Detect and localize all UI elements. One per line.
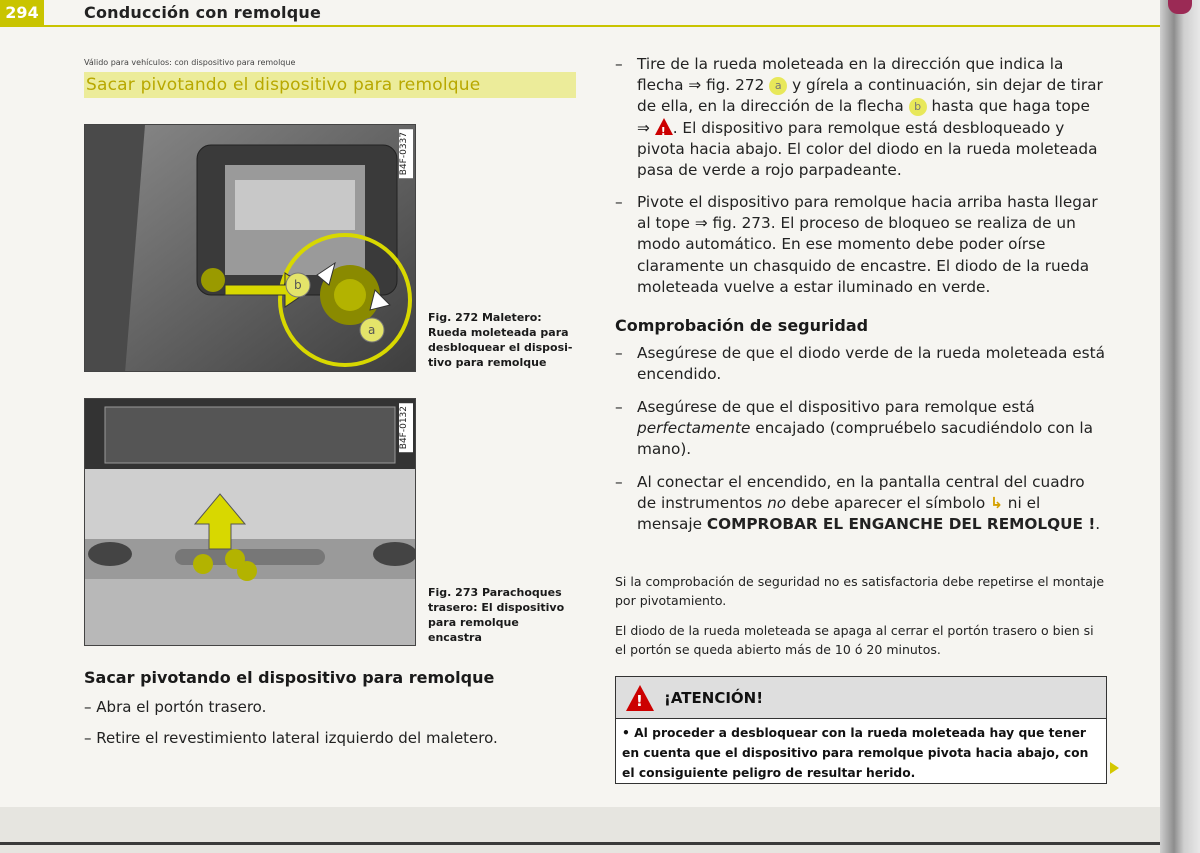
check-3-part-1: Al conectar el encendido, en la pantalla central del cuadro de instrumentos (637, 473, 1085, 513)
check-2: – Asegúrese de que el dispositivo para remolque está perfectamente encajado (compruébelo sacudiéndolo con la mano). (615, 398, 1094, 459)
footer-rule (0, 842, 1160, 845)
callout-b-icon: b (909, 98, 927, 116)
check-1: – Asegúrese de que el diodo verde de la rueda moleteada está encendido. (615, 343, 1105, 385)
check-3: – Al conectar el encendido, en la pantalla central del cuadro de instrumentos no debe aparecer el símbolo ↳ ni el mensaje COMPROBAR EL ENGANCHE DEL REMOLQUE !. (615, 473, 1101, 534)
figure-272-image (84, 124, 416, 372)
figure-273-caption: Fig. 273 Parachoques trasero: El dispositivo para remolque encastra (428, 586, 565, 644)
step-3-part-1: Tire de la rueda moleteada en la dirección que indica la flecha ⇒ fig. 272 (637, 55, 1064, 95)
step-4: – Pivote el dispositivo para remolque hacia arriba hasta llegar al tope ⇒ fig. 273. El proceso de bloqueo se realiza de un modo automático. En ese momento debe poder oírse claramente un chasquido de encastre. El diodo de la rueda moleteada vuelve a estar iluminado en verde. (615, 192, 1105, 298)
check-2-part-1: Asegúrese de que el dispositivo para remolque está (637, 398, 1035, 416)
section-title: Sacar pivotando el dispositivo para remolque (84, 72, 576, 98)
paragraph-2: El diodo de la rueda moleteada se apaga al cerrar el portón trasero o bien si el portón se queda abierto más de 10 ó 20 minutos. (615, 623, 1094, 657)
trailer-hitch-icon: ↳ (990, 494, 1003, 513)
warning-box (615, 676, 1107, 784)
running-title: Conducción con remolque (84, 3, 321, 22)
check-3-part-4: . (1095, 515, 1101, 534)
step-3: – Tire de la rueda moleteada en la dirección que indica la flecha ⇒ fig. 272 a y gírela a continuación, sin dejar de tirar de ella, en la dirección de la flecha b hasta que haga tope ⇒ !. El dispositivo para remolque está desbloqueado y pivota hacia abajo. El color del diodo en la rueda moleteada pasa de verde a rojo parpadeante. (615, 54, 1105, 181)
page-edge (1160, 0, 1200, 853)
warning-title: ¡ATENCIÓN! (664, 688, 764, 707)
header-rule (0, 25, 1160, 27)
bookmark-tab (1168, 0, 1192, 14)
trunk-illustration (85, 125, 416, 372)
figure-272-caption: Fig. 272 Maletero: Rueda moleteada para desbloquear el disposi-tivo para remolque (428, 311, 573, 369)
check-3-part-3: ni el mensaje (637, 494, 1041, 534)
subtitle: Sacar pivotando el dispositivo para remolque (84, 668, 495, 687)
validity-note: Válido para vehículos: con dispositivo para remolque (84, 58, 296, 67)
paragraph-1: Si la comprobación de seguridad no es satisfactoria debe repetirse el montaje por pivotamiento. (615, 574, 1105, 608)
check-1-text: Asegúrese de que el diodo verde de la rueda moleteada está encendido. (637, 344, 1105, 384)
figure-code: B4F-0337 (399, 129, 413, 178)
step-2: – Retire el revestimiento lateral izquierdo del maletero. (84, 729, 498, 747)
svg-text:a: a (368, 323, 376, 337)
step-2-text: Retire el revestimiento lateral izquierdo del maletero. (96, 729, 498, 747)
callout-a-icon: a (769, 77, 787, 95)
safety-check-title: Comprobación de seguridad (615, 316, 869, 335)
check-2-italic: perfectamente (637, 419, 751, 438)
svg-text:b: b (294, 278, 302, 292)
check-3-part-2: debe aparecer el símbolo (786, 494, 991, 513)
check-3-message: COMPROBAR EL ENGANCHE DEL REMOLQUE ! (706, 515, 1096, 534)
step-1-text: Abra el portón trasero. (96, 698, 267, 716)
footer-band (0, 807, 1160, 853)
figure-code: B4F-0132 (399, 403, 413, 452)
warning-triangle-icon (655, 118, 673, 135)
continue-arrow-icon (1110, 762, 1119, 774)
step-1: – Abra el portón trasero. (84, 698, 267, 716)
check-2-part-2: encajado (compruébelo sacudiéndolo con la mano). (637, 419, 1094, 459)
warning-icon (626, 685, 654, 711)
warning-header (616, 677, 1106, 719)
step-3-part-3: hasta que haga tope ⇒ (637, 97, 1090, 137)
bumper-illustration (85, 399, 416, 646)
check-3-italic: no (767, 494, 787, 513)
warning-text-content: Al proceder a desbloquear con la rueda moleteada hay que tener en cuenta que el dispositivo para remolque pivota hacia abajo, con el consiguiente peligro de resultar herido. (622, 726, 1089, 780)
step-3-part-4: . El dispositivo para remolque está desbloqueado y pivota hacia abajo. El color del diodo en la rueda moleteada pasa de verde a rojo parpadeante. (637, 118, 1098, 180)
step-3-part-2: y gírela a continuación, sin dejar de tirar de ella, en la dirección de la flecha (637, 76, 1103, 116)
page-number: 294 (0, 0, 44, 26)
warning-text: • Al proceder a desbloquear con la rueda moleteada hay que tener en cuenta que el dispositivo para remolque pivota hacia abajo, con el consiguiente peligro de resultar herido. (622, 726, 1089, 780)
step-4-text: Pivote el dispositivo para remolque hacia arriba hasta llegar al tope ⇒ fig. 273. El proceso de bloqueo se realiza de un modo automático. En ese momento debe poder oírse claramente un chasquido de encastre. El diodo de la rueda moleteada vuelve a estar iluminado en verde. (637, 193, 1098, 296)
figure-273-image (84, 398, 416, 646)
